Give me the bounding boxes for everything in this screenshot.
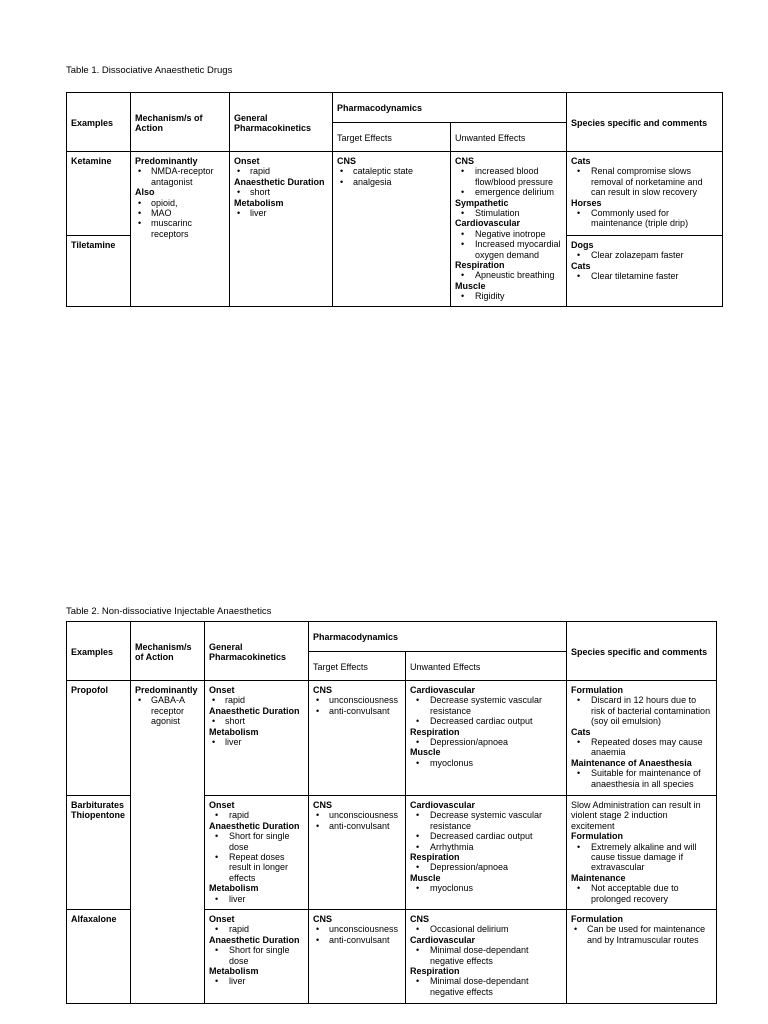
t1-pk-heading: Onset <box>234 156 260 166</box>
t2-alfaxalone-species-cell <box>567 910 717 1004</box>
t2-unwanted-item: • Decrease systemic vascular resistance <box>410 695 562 716</box>
t1-target-item: • cataleptic state <box>337 166 446 176</box>
t1-header-mechanism: Mechanism/s of Action <box>131 93 230 152</box>
t2-row-name: Barbiturates <box>71 800 125 810</box>
t1-species-item: • Renal compromise slows removal of norketamine and can result in slow recovery <box>571 166 718 197</box>
t1-header-species: Species specific and comments <box>567 93 723 152</box>
t2-pk-item: • short <box>209 716 304 726</box>
t2-header-pk: General Pharmacokinetics <box>205 622 309 681</box>
t2-target-item: • anti-convulsant <box>313 935 401 945</box>
t1-species-heading: Horses <box>571 197 602 208</box>
t1-species-item: • Clear tiletamine faster <box>571 271 718 281</box>
t2-unwanted-item: • Minimal dose-dependant negative effects <box>410 976 562 997</box>
t2-unwanted-item: • Decreased cardiac output <box>410 716 562 726</box>
t2-barbiturates-unwanted-cell <box>406 796 567 910</box>
t2-species-item: • Not acceptable due to prolonged recovery <box>571 883 712 904</box>
t2-pk-heading: Metabolism <box>209 883 259 894</box>
t2-species-heading: Formulation <box>571 831 624 842</box>
t2-target-item: • unconsciousness <box>313 924 401 934</box>
t2-target-item: • unconsciousness <box>313 695 401 705</box>
t2-unwanted-item: • myoclonus <box>410 758 562 768</box>
t2-target-heading: CNS <box>313 685 333 695</box>
t2-mechanism-cell <box>131 681 205 1004</box>
t1-species-ketamine-cell <box>567 152 723 236</box>
t1-unwanted-cell <box>451 152 567 307</box>
t2-pk-item: • Short for single dose <box>209 945 304 966</box>
t1-species-heading: Dogs <box>571 240 594 250</box>
t1-row-tiletamine: Tiletamine <box>67 236 131 307</box>
t1-unwanted-heading: Respiration <box>455 260 505 271</box>
t1-species-heading: Cats <box>571 156 591 166</box>
t1-mech-item: • muscarinc receptors <box>135 218 225 239</box>
t2-unwanted-heading: Respiration <box>410 726 460 737</box>
t2-unwanted-item: • Arrhythmia <box>410 842 562 852</box>
t1-pk-item: • liver <box>234 208 328 218</box>
t2-unwanted-item: • Decrease systemic vascular resistance <box>410 810 562 831</box>
t2-unwanted-item: • Occasional delirium <box>410 924 562 934</box>
t1-pk-heading: Anaesthetic Duration <box>234 176 325 187</box>
t2-pk-item: • liver <box>209 894 304 904</box>
t2-pk-heading: Anaesthetic Duration <box>209 705 300 716</box>
t2-header-unwanted: Unwanted Effects <box>406 652 567 681</box>
t1-mech-heading: Predominantly <box>135 156 198 166</box>
t2-propofol-species-cell <box>567 681 717 796</box>
t1-target-heading: CNS <box>337 156 357 166</box>
t1-mech-heading: Also <box>135 187 155 198</box>
t2-pk-item: • liver <box>209 737 304 747</box>
t2-header-examples: Examples <box>67 622 131 681</box>
t2-unwanted-heading: Respiration <box>410 966 460 977</box>
t2-row-name: Thiopentone <box>71 810 125 821</box>
t1-unwanted-item: • Increased myocardial oxygen demand <box>455 239 562 260</box>
t2-unwanted-item: • Depression/apnoea <box>410 862 562 872</box>
t2-pk-item: • Short for single dose <box>209 831 304 852</box>
t1-target-item: • analgesia <box>337 177 446 187</box>
t2-species-item: • Can be used for maintenance and by Intramuscular routes <box>571 924 712 945</box>
t2-header-species: Species specific and comments <box>567 622 717 681</box>
t2-header-pharmacodynamics: Pharmacodynamics <box>309 622 567 652</box>
t2-unwanted-heading: CNS <box>410 914 430 924</box>
t2-target-item: • anti-convulsant <box>313 821 401 831</box>
t2-unwanted-item: • myoclonus <box>410 883 562 893</box>
t2-alfaxalone-target-cell <box>309 910 406 1004</box>
t1-mechanism-cell <box>131 152 230 307</box>
t2-mech-heading: Predominantly <box>135 685 198 695</box>
t2-species-heading: Maintenance of Anaesthesia <box>571 757 692 768</box>
t2-unwanted-heading: Cardiovascular <box>410 800 476 810</box>
t2-species-heading: Cats <box>571 726 591 737</box>
t2-row-propofol: Propofol <box>67 681 131 796</box>
t2-alfaxalone-unwanted-cell <box>406 910 567 1004</box>
t1-header-pk: General Pharmacokinetics <box>230 93 333 152</box>
t2-unwanted-heading: Cardiovascular <box>410 934 476 945</box>
t2-barbiturates-species-cell <box>567 796 717 910</box>
t2-pk-heading: Anaesthetic Duration <box>209 820 300 831</box>
t2-species-heading: Maintenance <box>571 872 626 883</box>
t1-target-cell <box>333 152 451 307</box>
t2-unwanted-item: • Depression/apnoea <box>410 737 562 747</box>
t1-header-pharmacodynamics: Pharmacodynamics <box>333 93 567 123</box>
t1-mech-item: • opioid, <box>135 198 225 208</box>
t1-unwanted-item: • Apneustic breathing <box>455 270 562 280</box>
t1-unwanted-item: • increased blood flow/blood pressure <box>455 166 562 187</box>
table1-caption: Table 1. Dissociative Anaesthetic Drugs <box>66 65 233 76</box>
t1-header-target: Target Effects <box>333 123 451 152</box>
t2-target-item: • unconsciousness <box>313 810 401 820</box>
t2-pk-item: • liver <box>209 976 304 986</box>
t2-species-item: • Discard in 12 hours due to risk of bacterial contamination (soy oil emulsion) <box>571 695 712 726</box>
t2-species-heading: Formulation <box>571 685 624 695</box>
t2-species-item: • Suitable for maintenance of anaesthesia in all species <box>571 768 712 789</box>
t2-pk-item: • Repeat doses result in longer effects <box>209 852 304 883</box>
t2-pk-heading: Onset <box>209 800 235 810</box>
t2-unwanted-heading: Muscle <box>410 872 441 883</box>
t1-unwanted-item: • Stimulation <box>455 208 562 218</box>
t2-header-mechanism: Mechanism/s of Action <box>131 622 205 681</box>
t2-pk-item: • rapid <box>209 810 304 820</box>
t2-mech-item: • GABA-A receptor agonist <box>135 695 200 726</box>
t2-pk-heading: Onset <box>209 914 235 924</box>
t2-species-heading: Formulation <box>571 914 624 924</box>
t1-unwanted-heading: Cardiovascular <box>455 218 521 229</box>
t2-row-alfaxalone: Alfaxalone <box>67 910 131 1004</box>
t2-unwanted-heading: Muscle <box>410 747 441 758</box>
t1-pk-item: • rapid <box>234 166 328 176</box>
t2-propofol-unwanted-cell <box>406 681 567 796</box>
t2-unwanted-heading: Cardiovascular <box>410 685 476 695</box>
t1-unwanted-item: • emergence delirium <box>455 187 562 197</box>
table1 <box>66 92 723 307</box>
t1-species-heading: Cats <box>571 260 591 271</box>
t1-species-item: • Clear zolazepam faster <box>571 250 718 260</box>
t1-species-tiletamine-cell <box>567 236 723 307</box>
t2-target-item: • anti-convulsant <box>313 706 401 716</box>
t2-unwanted-heading: Respiration <box>410 852 460 863</box>
t2-unwanted-item: • Minimal dose-dependant negative effects <box>410 945 562 966</box>
t1-mech-item: • MAO <box>135 208 225 218</box>
t2-unwanted-item: • Decreased cardiac output <box>410 831 562 841</box>
t2-pk-heading: Anaesthetic Duration <box>209 934 300 945</box>
t1-unwanted-heading: Sympathetic <box>455 197 509 208</box>
t2-pk-item: • rapid <box>209 924 304 934</box>
t2-barbiturates-pk-cell <box>205 796 309 910</box>
t1-unwanted-item: • Negative inotrope <box>455 229 562 239</box>
t1-species-item: • Commonly used for maintenance (triple drip) <box>571 208 718 229</box>
t1-row-ketamine: Ketamine <box>67 152 131 236</box>
t1-unwanted-heading: Muscle <box>455 280 486 291</box>
t2-alfaxalone-pk-cell <box>205 910 309 1004</box>
t2-propofol-pk-cell <box>205 681 309 796</box>
t2-pk-heading: Metabolism <box>209 966 259 977</box>
t2-barbiturates-target-cell <box>309 796 406 910</box>
table2-caption: Table 2. Non-dissociative Injectable Anaesthetics <box>66 606 272 617</box>
t2-propofol-target-cell <box>309 681 406 796</box>
t1-pk-heading: Metabolism <box>234 197 284 208</box>
t2-species-text: Slow Administration can result in violent stage 2 induction excitement <box>571 800 701 831</box>
t2-pk-item: • rapid <box>209 695 304 705</box>
t1-pk-item: • short <box>234 187 328 197</box>
t2-target-heading: CNS <box>313 914 333 924</box>
t2-target-heading: CNS <box>313 800 333 810</box>
t2-species-item: • Repeated doses may cause anaemia <box>571 737 712 758</box>
t2-pk-heading: Metabolism <box>209 726 259 737</box>
t1-unwanted-item: • Rigidity <box>455 291 562 301</box>
t1-header-unwanted: Unwanted Effects <box>451 123 567 152</box>
t1-header-examples: Examples <box>67 93 131 152</box>
t1-pk-cell <box>230 152 333 307</box>
t2-row-barbiturates <box>67 796 131 910</box>
t2-pk-heading: Onset <box>209 685 235 695</box>
t1-unwanted-heading: CNS <box>455 156 475 166</box>
table2 <box>66 621 717 1004</box>
t1-mech-item: • NMDA-receptor antagonist <box>135 166 225 187</box>
t2-species-item: • Extremely alkaline and will cause tissue damage if extravascular <box>571 842 712 873</box>
t2-header-target: Target Effects <box>309 652 406 681</box>
